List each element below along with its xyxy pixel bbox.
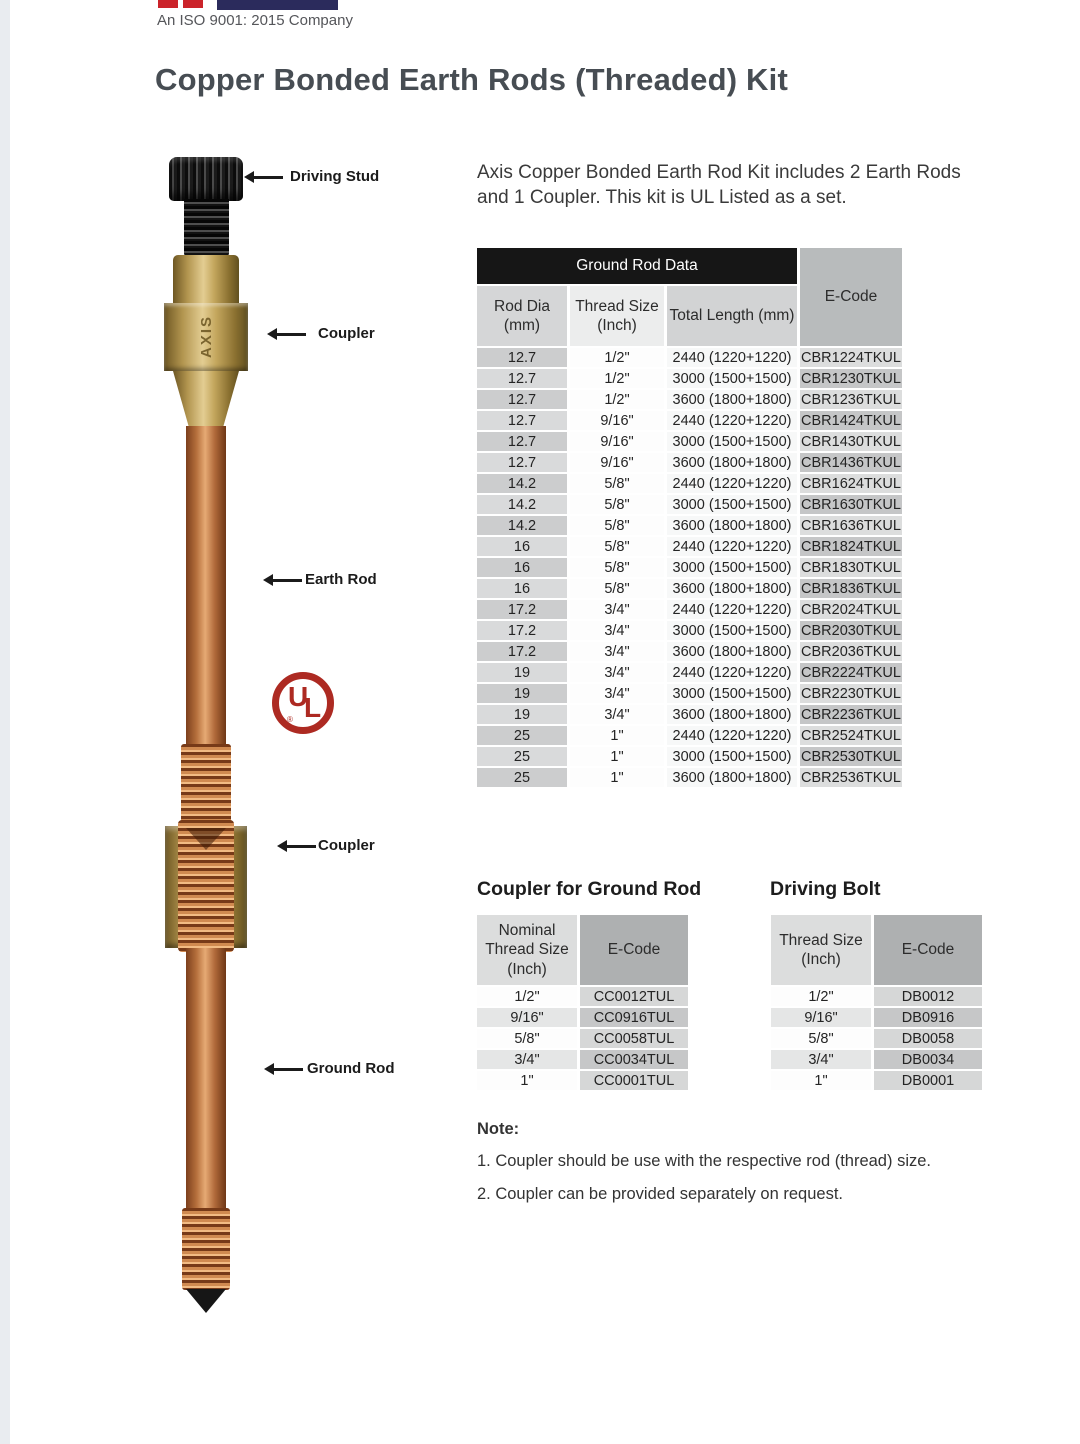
label-earth-rod: Earth Rod xyxy=(305,571,377,588)
table-cell: 25 xyxy=(477,768,567,787)
column-header-thread-size: Thread Size (Inch) xyxy=(570,286,664,346)
table-cell: 2440 (1220+1220) xyxy=(667,348,797,367)
column-header-ecode: E-Code xyxy=(800,248,902,346)
table-cell: 9/16" xyxy=(771,1008,871,1027)
table-cell: DB0916 xyxy=(874,1008,982,1027)
table-cell: 3600 (1800+1800) xyxy=(667,768,797,787)
table-cell: CBR1424TKUL xyxy=(801,412,901,429)
table-cell: 25 xyxy=(477,747,567,766)
table-cell: 19 xyxy=(477,705,567,724)
table-cell: 19 xyxy=(477,663,567,682)
table-cell: 12.7 xyxy=(477,411,567,430)
table-cell: 16 xyxy=(477,558,567,577)
table-row xyxy=(477,1008,688,1027)
table-row xyxy=(477,726,902,745)
table-row xyxy=(477,432,902,451)
table-row xyxy=(477,768,902,787)
table-cell: 1" xyxy=(771,1071,871,1090)
page-edge-strip xyxy=(0,0,10,1444)
table-cell: 3000 (1500+1500) xyxy=(667,621,797,640)
table-cell: 12.7 xyxy=(477,432,567,451)
table-row xyxy=(477,684,902,703)
ul-mark-u: U xyxy=(288,681,309,712)
column-header-nominal-thread-size: Nominal Thread Size (Inch) xyxy=(477,915,577,985)
table-cell: 12.7 xyxy=(477,369,567,388)
table-cell: 3000 (1500+1500) xyxy=(667,369,797,388)
table-cell: 12.7 xyxy=(477,390,567,409)
table-cell: DB0012 xyxy=(874,987,982,1006)
left-arrow-icon xyxy=(276,333,306,336)
table-cell: 1/2" xyxy=(477,987,577,1006)
column-header-total-length: Total Length (mm) xyxy=(667,286,797,346)
table-row xyxy=(477,747,902,766)
coupler-table-body xyxy=(477,987,688,1090)
table-row xyxy=(477,600,902,619)
table-cell: 2440 (1220+1220) xyxy=(667,663,797,682)
driving-bolt-table-title: Driving Bolt xyxy=(770,878,881,900)
table-cell: 3600 (1800+1800) xyxy=(667,579,797,598)
table-row xyxy=(477,558,902,577)
table-cell: CC0916TUL xyxy=(580,1008,688,1027)
table-cell: 3/4" xyxy=(570,621,664,640)
ul-mark-registered: ® xyxy=(287,715,293,724)
table-cell: 3000 (1500+1500) xyxy=(667,747,797,766)
table-row xyxy=(477,1050,688,1069)
table-cell: 5/8" xyxy=(771,1029,871,1048)
column-header-thread-size: Thread Size (Inch) xyxy=(771,915,871,985)
driving-stud-cap-image xyxy=(169,157,243,201)
table-cell: CBR1230TKUL xyxy=(801,370,901,387)
left-arrow-icon xyxy=(286,845,316,848)
table-cell: 1/2" xyxy=(570,390,664,409)
rod-tip-threads-image xyxy=(182,1208,230,1290)
table-row xyxy=(477,663,902,682)
table-row xyxy=(477,369,902,388)
table-cell: 16 xyxy=(477,537,567,556)
table-cell: 3000 (1500+1500) xyxy=(667,558,797,577)
table-cell: 3600 (1800+1800) xyxy=(667,453,797,472)
table-cell: 2440 (1220+1220) xyxy=(667,600,797,619)
table-cell: CBR2536TKUL xyxy=(801,769,901,786)
table-cell: 1/2" xyxy=(771,987,871,1006)
left-arrow-icon xyxy=(253,176,283,179)
table-cell: 3000 (1500+1500) xyxy=(667,432,797,451)
intro-paragraph: Axis Copper Bonded Earth Rod Kit includes 2 Earth Rods and 1 Coupler. This kit is UL Listed as a set. xyxy=(477,162,961,209)
earth-rod-image xyxy=(186,426,226,746)
table-cell: 1" xyxy=(570,747,664,766)
table-cell: 3600 (1800+1800) xyxy=(667,516,797,535)
table-cell: CBR1624TKUL xyxy=(801,475,901,492)
coupler-brand-text: AXIS xyxy=(197,315,215,359)
driving-bolt-table xyxy=(768,913,985,1092)
brand-logo-navy-bar xyxy=(217,0,338,10)
table-cell: CBR1824TKUL xyxy=(801,538,901,555)
table-cell: 17.2 xyxy=(477,600,567,619)
table-cell: CBR1830TKUL xyxy=(801,559,901,576)
label-driving-stud: Driving Stud xyxy=(290,168,380,185)
table-cell: CC0034TUL xyxy=(580,1050,688,1069)
page-title: Copper Bonded Earth Rods (Threaded) Kit xyxy=(155,62,788,97)
table-cell: 5/8" xyxy=(570,516,664,535)
table-cell: 17.2 xyxy=(477,621,567,640)
table-row xyxy=(477,390,902,409)
table-cell: CBR2230TKUL xyxy=(801,685,901,702)
column-header-ecode: E-Code xyxy=(874,915,982,985)
table-cell: CBR2036TKUL xyxy=(801,643,901,660)
table-cell: 5/8" xyxy=(570,474,664,493)
label-coupler-top: Coupler xyxy=(318,325,375,342)
rod-point-tip-image xyxy=(186,1289,226,1313)
table-cell: 5/8" xyxy=(570,579,664,598)
table-row xyxy=(477,1029,688,1048)
table-cell: 2440 (1220+1220) xyxy=(667,411,797,430)
table-cell: 3/4" xyxy=(477,1050,577,1069)
table-cell: CC0058TUL xyxy=(580,1029,688,1048)
note-item: 2. Coupler can be provided separately on request. xyxy=(477,1185,843,1204)
table-cell: 3/4" xyxy=(570,663,664,682)
table-cell: 3/4" xyxy=(570,642,664,661)
brand-logo-red-block xyxy=(158,0,178,8)
table-cell: CBR1630TKUL xyxy=(801,496,901,513)
column-header-rod-dia: Rod Dia (mm) xyxy=(477,286,567,346)
coupler-bottom-image xyxy=(173,371,239,427)
table-cell: CBR2030TKUL xyxy=(801,622,901,639)
table-cell: 3/4" xyxy=(570,705,664,724)
table-cell: 1" xyxy=(477,1071,577,1090)
table-cell: CBR1236TKUL xyxy=(801,391,901,408)
table-cell: 5/8" xyxy=(570,558,664,577)
table-cell: 3000 (1500+1500) xyxy=(667,684,797,703)
table-row xyxy=(771,987,982,1006)
table-cell: CBR2524TKUL xyxy=(801,727,901,744)
table-row xyxy=(477,411,902,430)
table-cell: 3/4" xyxy=(570,600,664,619)
table-cell: CBR2024TKUL xyxy=(801,601,901,618)
table-row xyxy=(477,705,902,724)
table-cell: 5/8" xyxy=(477,1029,577,1048)
table-cell: 1/2" xyxy=(570,348,664,367)
table-cell: CBR1224TKUL xyxy=(801,349,901,366)
table-row xyxy=(477,453,902,472)
table-row xyxy=(477,579,902,598)
table-cell: CBR1636TKUL xyxy=(801,517,901,534)
table-cell: DB0058 xyxy=(874,1029,982,1048)
iso-certification-text: An ISO 9001: 2015 Company xyxy=(157,12,353,29)
table-cell: 9/16" xyxy=(570,432,664,451)
table-row xyxy=(477,474,902,493)
label-coupler-mid: Coupler xyxy=(318,837,375,854)
label-ground-rod: Ground Rod xyxy=(307,1060,395,1077)
ground-rod-table-body xyxy=(477,348,902,787)
table-cell: 14.2 xyxy=(477,516,567,535)
table-cell: 3600 (1800+1800) xyxy=(667,642,797,661)
note-item: 1. Coupler should be use with the respective rod (thread) size. xyxy=(477,1152,931,1170)
ul-mark-l: L xyxy=(304,692,322,723)
table-group-header: Ground Rod Data xyxy=(477,248,797,284)
table-row xyxy=(477,495,902,514)
table-cell: 9/16" xyxy=(570,453,664,472)
ground-rod-image xyxy=(186,948,226,1210)
table-row xyxy=(477,987,688,1006)
note-section xyxy=(477,1120,977,1218)
coupler-top-image xyxy=(173,255,239,304)
table-row xyxy=(477,642,902,661)
table-cell: DB0034 xyxy=(874,1050,982,1069)
table-cell: 9/16" xyxy=(477,1008,577,1027)
table-cell: 19 xyxy=(477,684,567,703)
table-cell: 16 xyxy=(477,579,567,598)
table-row xyxy=(477,348,902,367)
table-cell: CBR1436TKUL xyxy=(801,454,901,471)
coupler-hex-image xyxy=(164,303,248,371)
table-cell: CBR2224TKUL xyxy=(801,664,901,681)
table-row xyxy=(771,1071,982,1090)
ul-listed-mark xyxy=(272,672,334,734)
table-cell: 14.2 xyxy=(477,495,567,514)
table-cell: CBR2530TKUL xyxy=(801,748,901,765)
table-cell: 25 xyxy=(477,726,567,745)
note-label: Note: xyxy=(477,1120,520,1138)
rod-threaded-section-image xyxy=(181,744,231,828)
table-cell: CC0012TUL xyxy=(580,987,688,1006)
ground-rod-data-table xyxy=(474,246,905,789)
table-row xyxy=(771,1050,982,1069)
column-header-ecode: E-Code xyxy=(580,915,688,985)
coupler-table xyxy=(474,913,691,1092)
table-row xyxy=(477,1071,688,1090)
table-row xyxy=(477,621,902,640)
table-cell: 3000 (1500+1500) xyxy=(667,495,797,514)
table-cell: 3600 (1800+1800) xyxy=(667,390,797,409)
table-cell: 3/4" xyxy=(570,684,664,703)
table-cell: 17.2 xyxy=(477,642,567,661)
table-row xyxy=(477,516,902,535)
table-cell: 1" xyxy=(570,768,664,787)
table-cell: 9/16" xyxy=(570,411,664,430)
mid-coupler-joint-notch xyxy=(186,828,226,850)
table-row xyxy=(477,537,902,556)
table-cell: 5/8" xyxy=(570,537,664,556)
table-row xyxy=(771,1008,982,1027)
table-cell: 12.7 xyxy=(477,348,567,367)
table-cell: 2440 (1220+1220) xyxy=(667,537,797,556)
table-cell: 14.2 xyxy=(477,474,567,493)
left-arrow-icon xyxy=(273,1068,303,1071)
table-cell: 2440 (1220+1220) xyxy=(667,726,797,745)
table-cell: 1" xyxy=(570,726,664,745)
table-cell: DB0001 xyxy=(874,1071,982,1090)
left-arrow-icon xyxy=(272,579,302,582)
table-cell: CBR1430TKUL xyxy=(801,433,901,450)
table-cell: 5/8" xyxy=(570,495,664,514)
table-row xyxy=(771,1029,982,1048)
table-cell: 12.7 xyxy=(477,453,567,472)
table-cell: 1/2" xyxy=(570,369,664,388)
table-cell: 2440 (1220+1220) xyxy=(667,474,797,493)
table-cell: 3600 (1800+1800) xyxy=(667,705,797,724)
table-cell: 3/4" xyxy=(771,1050,871,1069)
brand-logo-red-block xyxy=(183,0,203,8)
driving-bolt-table-body xyxy=(771,987,982,1090)
driving-stud-threads-image xyxy=(184,199,229,257)
table-cell: CBR1836TKUL xyxy=(801,580,901,597)
table-cell: CC0001TUL xyxy=(580,1071,688,1090)
coupler-table-title: Coupler for Ground Rod xyxy=(477,878,702,900)
table-cell: CBR2236TKUL xyxy=(801,706,901,723)
